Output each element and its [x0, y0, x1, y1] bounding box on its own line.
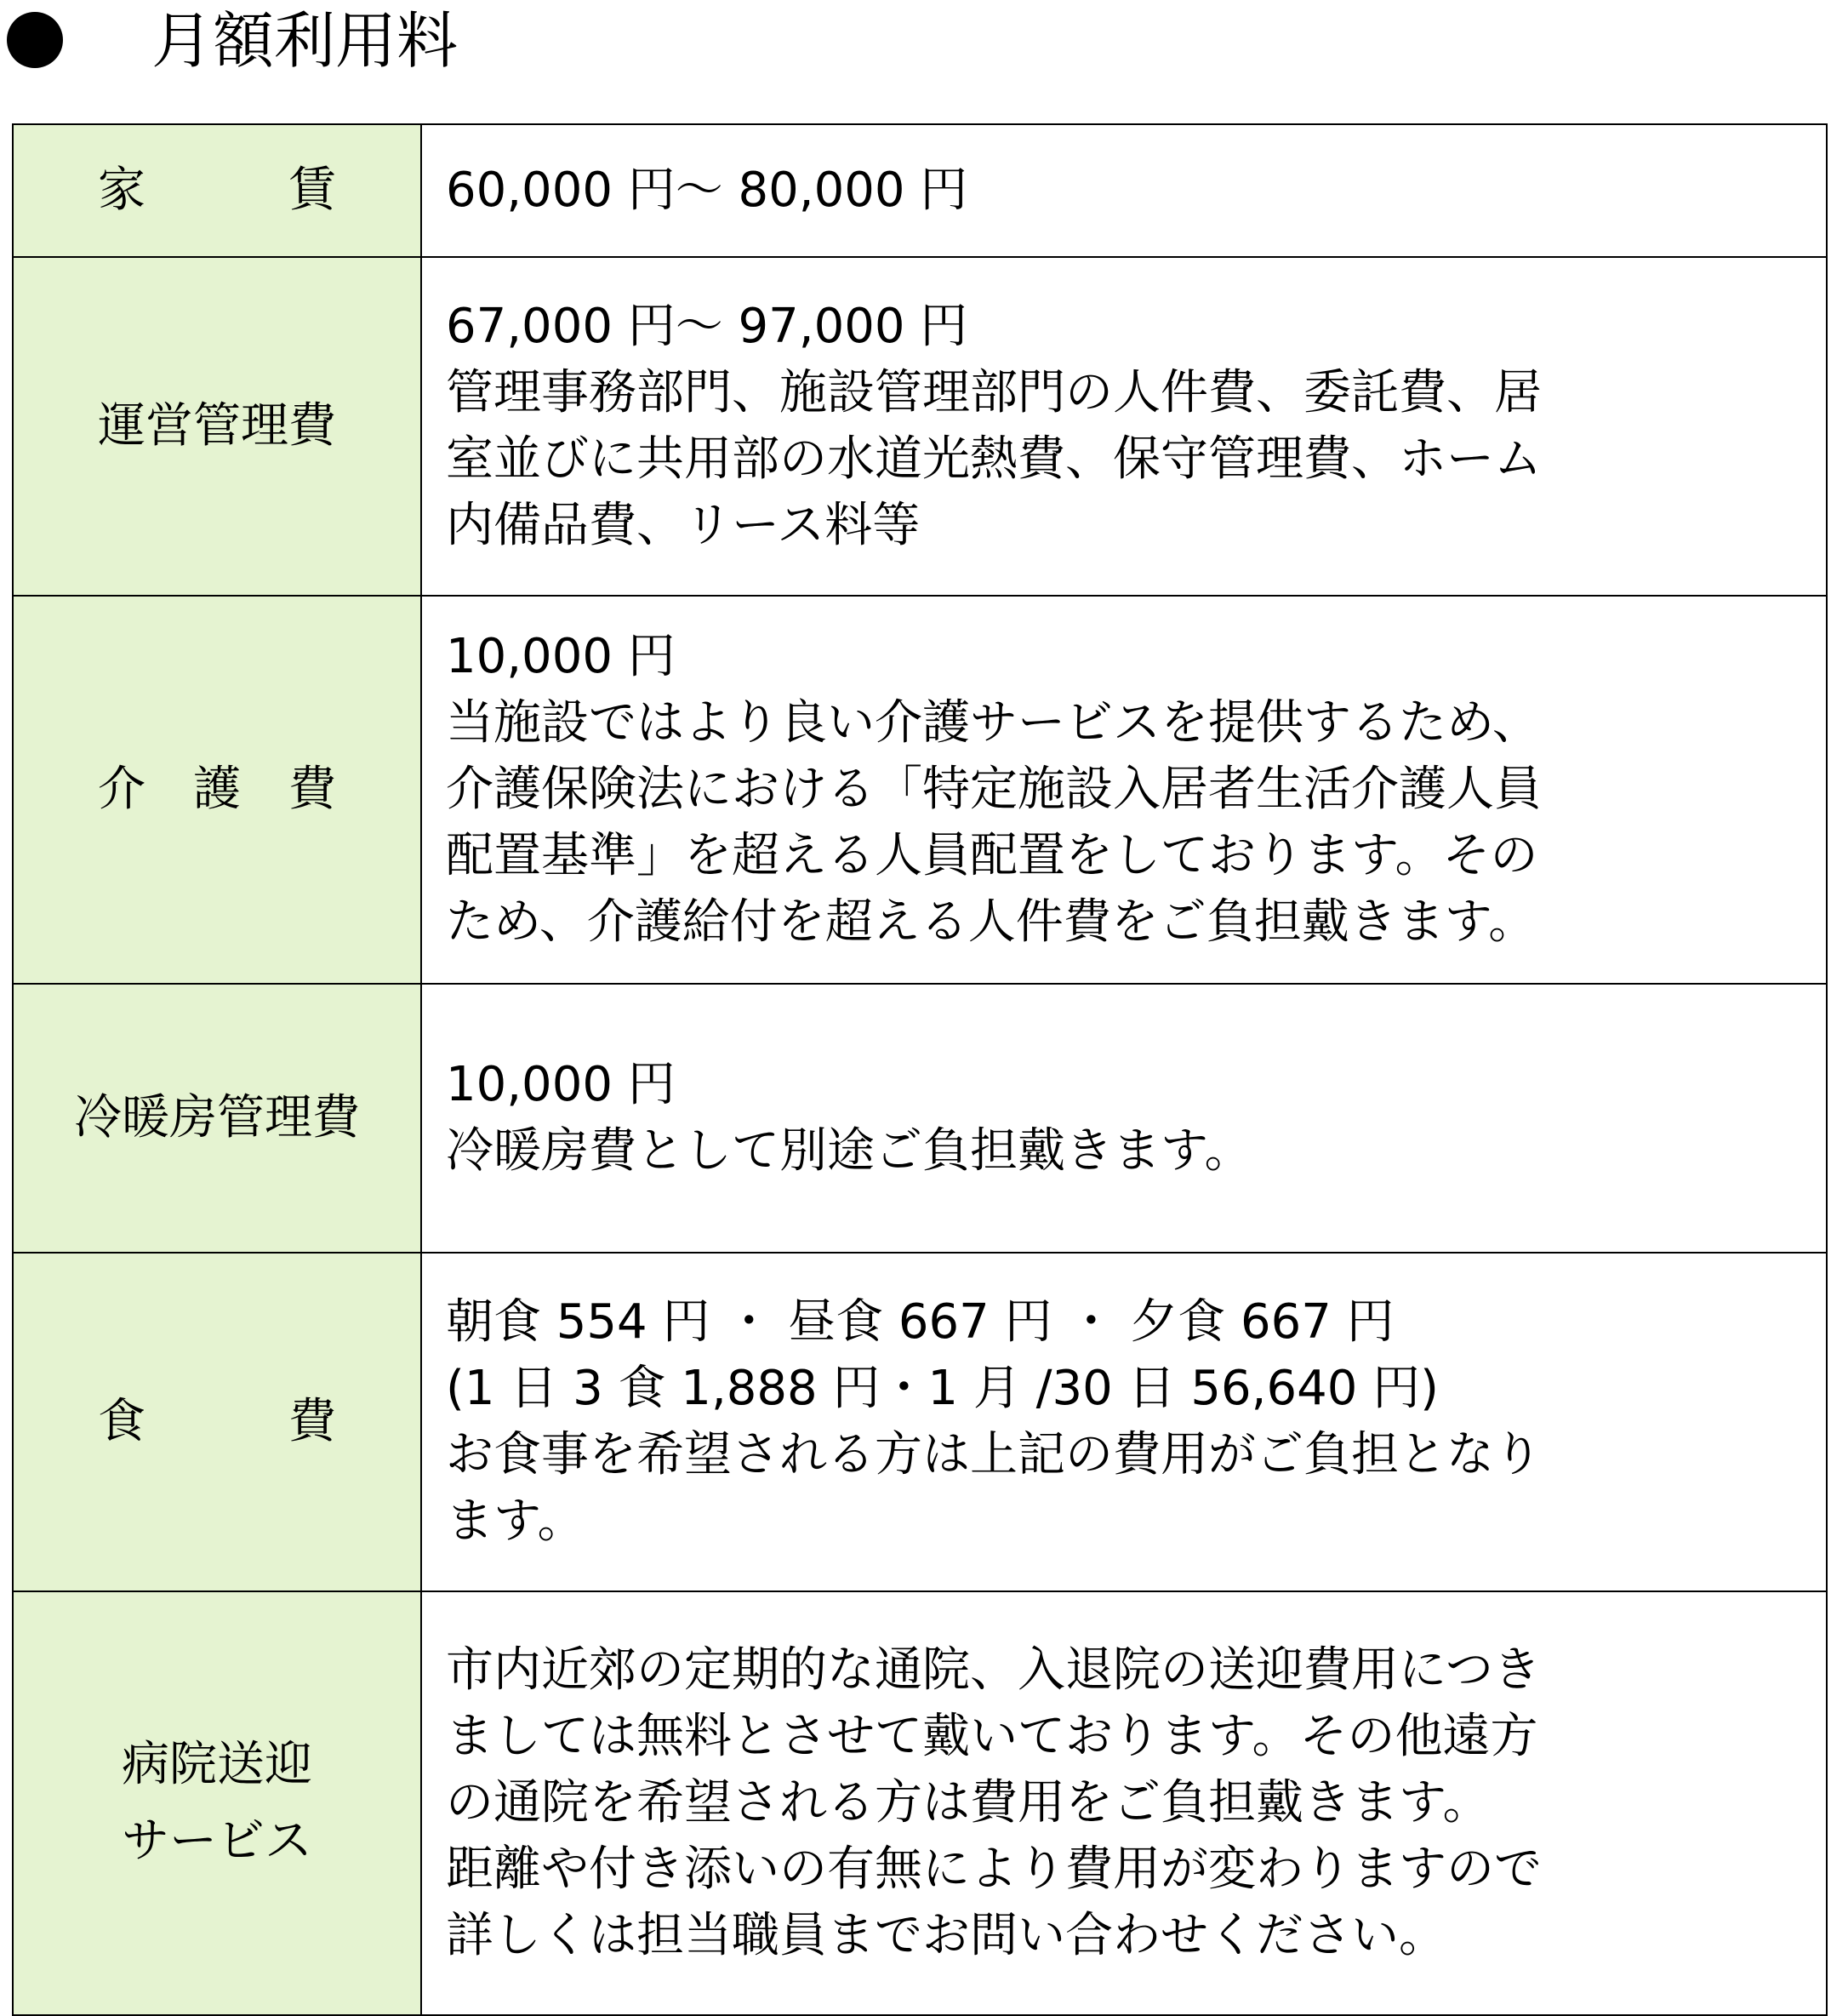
row-value-rent: [421, 124, 1827, 257]
value-line: 60,000 円～ 80,000 円: [446, 163, 968, 218]
value-line: 管理事務部門、施設管理部門の人件費、委託費、居: [446, 365, 1542, 420]
value-line: の通院を希望される方は費用をご負担戴きます。: [446, 1775, 1491, 1830]
table-row: [13, 1253, 1827, 1591]
row-label-rent: [13, 124, 421, 257]
value-line: ましては無料とさせて戴いております。その他遠方: [446, 1709, 1538, 1764]
row-value-care-fee: [421, 596, 1827, 984]
value-line: 10,000 円: [446, 1057, 676, 1112]
value-line: 朝食 554 円 ・ 昼食 667 円 ・ 夕食 667 円: [446, 1294, 1395, 1350]
row-label-care-fee: [13, 596, 421, 984]
value-line: お食事を希望される方は上記の費用がご負担となり: [446, 1427, 1542, 1482]
bullet-icon: [7, 12, 63, 68]
row-value-hospital-transport: [421, 1591, 1827, 2015]
label-line: 冷暖房管理費: [74, 1090, 360, 1145]
row-label-heating-cooling-fee: [13, 984, 421, 1253]
label-line: 病院送迎: [122, 1737, 312, 1792]
value-line: 市内近郊の定期的な通院、入退院の送迎費用につき: [446, 1642, 1541, 1698]
value-line: 67,000 円～ 97,000 円: [446, 299, 968, 354]
value-line: 介護保険法における「特定施設入居者生活介護人員: [446, 762, 1542, 817]
table-row: [13, 596, 1827, 984]
row-label-management-fee: [13, 257, 421, 596]
table-row: [13, 257, 1827, 596]
value-line: ます。: [446, 1493, 585, 1549]
row-label-hospital-transport: [13, 1591, 421, 2015]
value-line: 当施設ではより良い介護サービスを提供するため、: [446, 695, 1540, 751]
value-line: 内備品費、リース料等: [446, 498, 921, 553]
page-title: 月額利用料: [151, 5, 459, 77]
value-line: 詳しくは担当職員までお問い合わせください。: [446, 1908, 1446, 1963]
monthly-fee-table: [12, 123, 1828, 2016]
value-line: 10,000 円: [446, 629, 676, 684]
label-line: 家 賃: [98, 163, 336, 218]
value-line: 室並びに共用部の水道光熱費、保守管理費、ホーム: [446, 431, 1542, 487]
value-line: 距離や付き添いの有無により費用が変わりますので: [446, 1842, 1542, 1897]
row-value-management-fee: [421, 257, 1827, 596]
table-row: [13, 124, 1827, 257]
value-line: ため、介護給付を超える人件費をご負担戴きます。: [446, 894, 1537, 950]
label-line: サービス: [122, 1813, 312, 1869]
table-row: [13, 984, 1827, 1253]
label-line: 介 護 費: [98, 762, 336, 817]
value-line: (1 日 3 食 1,888 円・1 月 /30 日 56,640 円): [446, 1361, 1439, 1416]
label-line: 食 費: [98, 1394, 336, 1449]
label-line: 運営管理費: [98, 398, 336, 454]
row-value-meal-fee: [421, 1253, 1827, 1591]
value-line: 配置基準」を超える人員配置をしております。その: [446, 828, 1538, 883]
row-value-heating-cooling-fee: [421, 984, 1827, 1253]
table-row: [13, 1591, 1827, 2015]
row-label-meal-fee: [13, 1253, 421, 1591]
value-line: 冷暖房費として別途ご負担戴きます。: [446, 1123, 1252, 1179]
